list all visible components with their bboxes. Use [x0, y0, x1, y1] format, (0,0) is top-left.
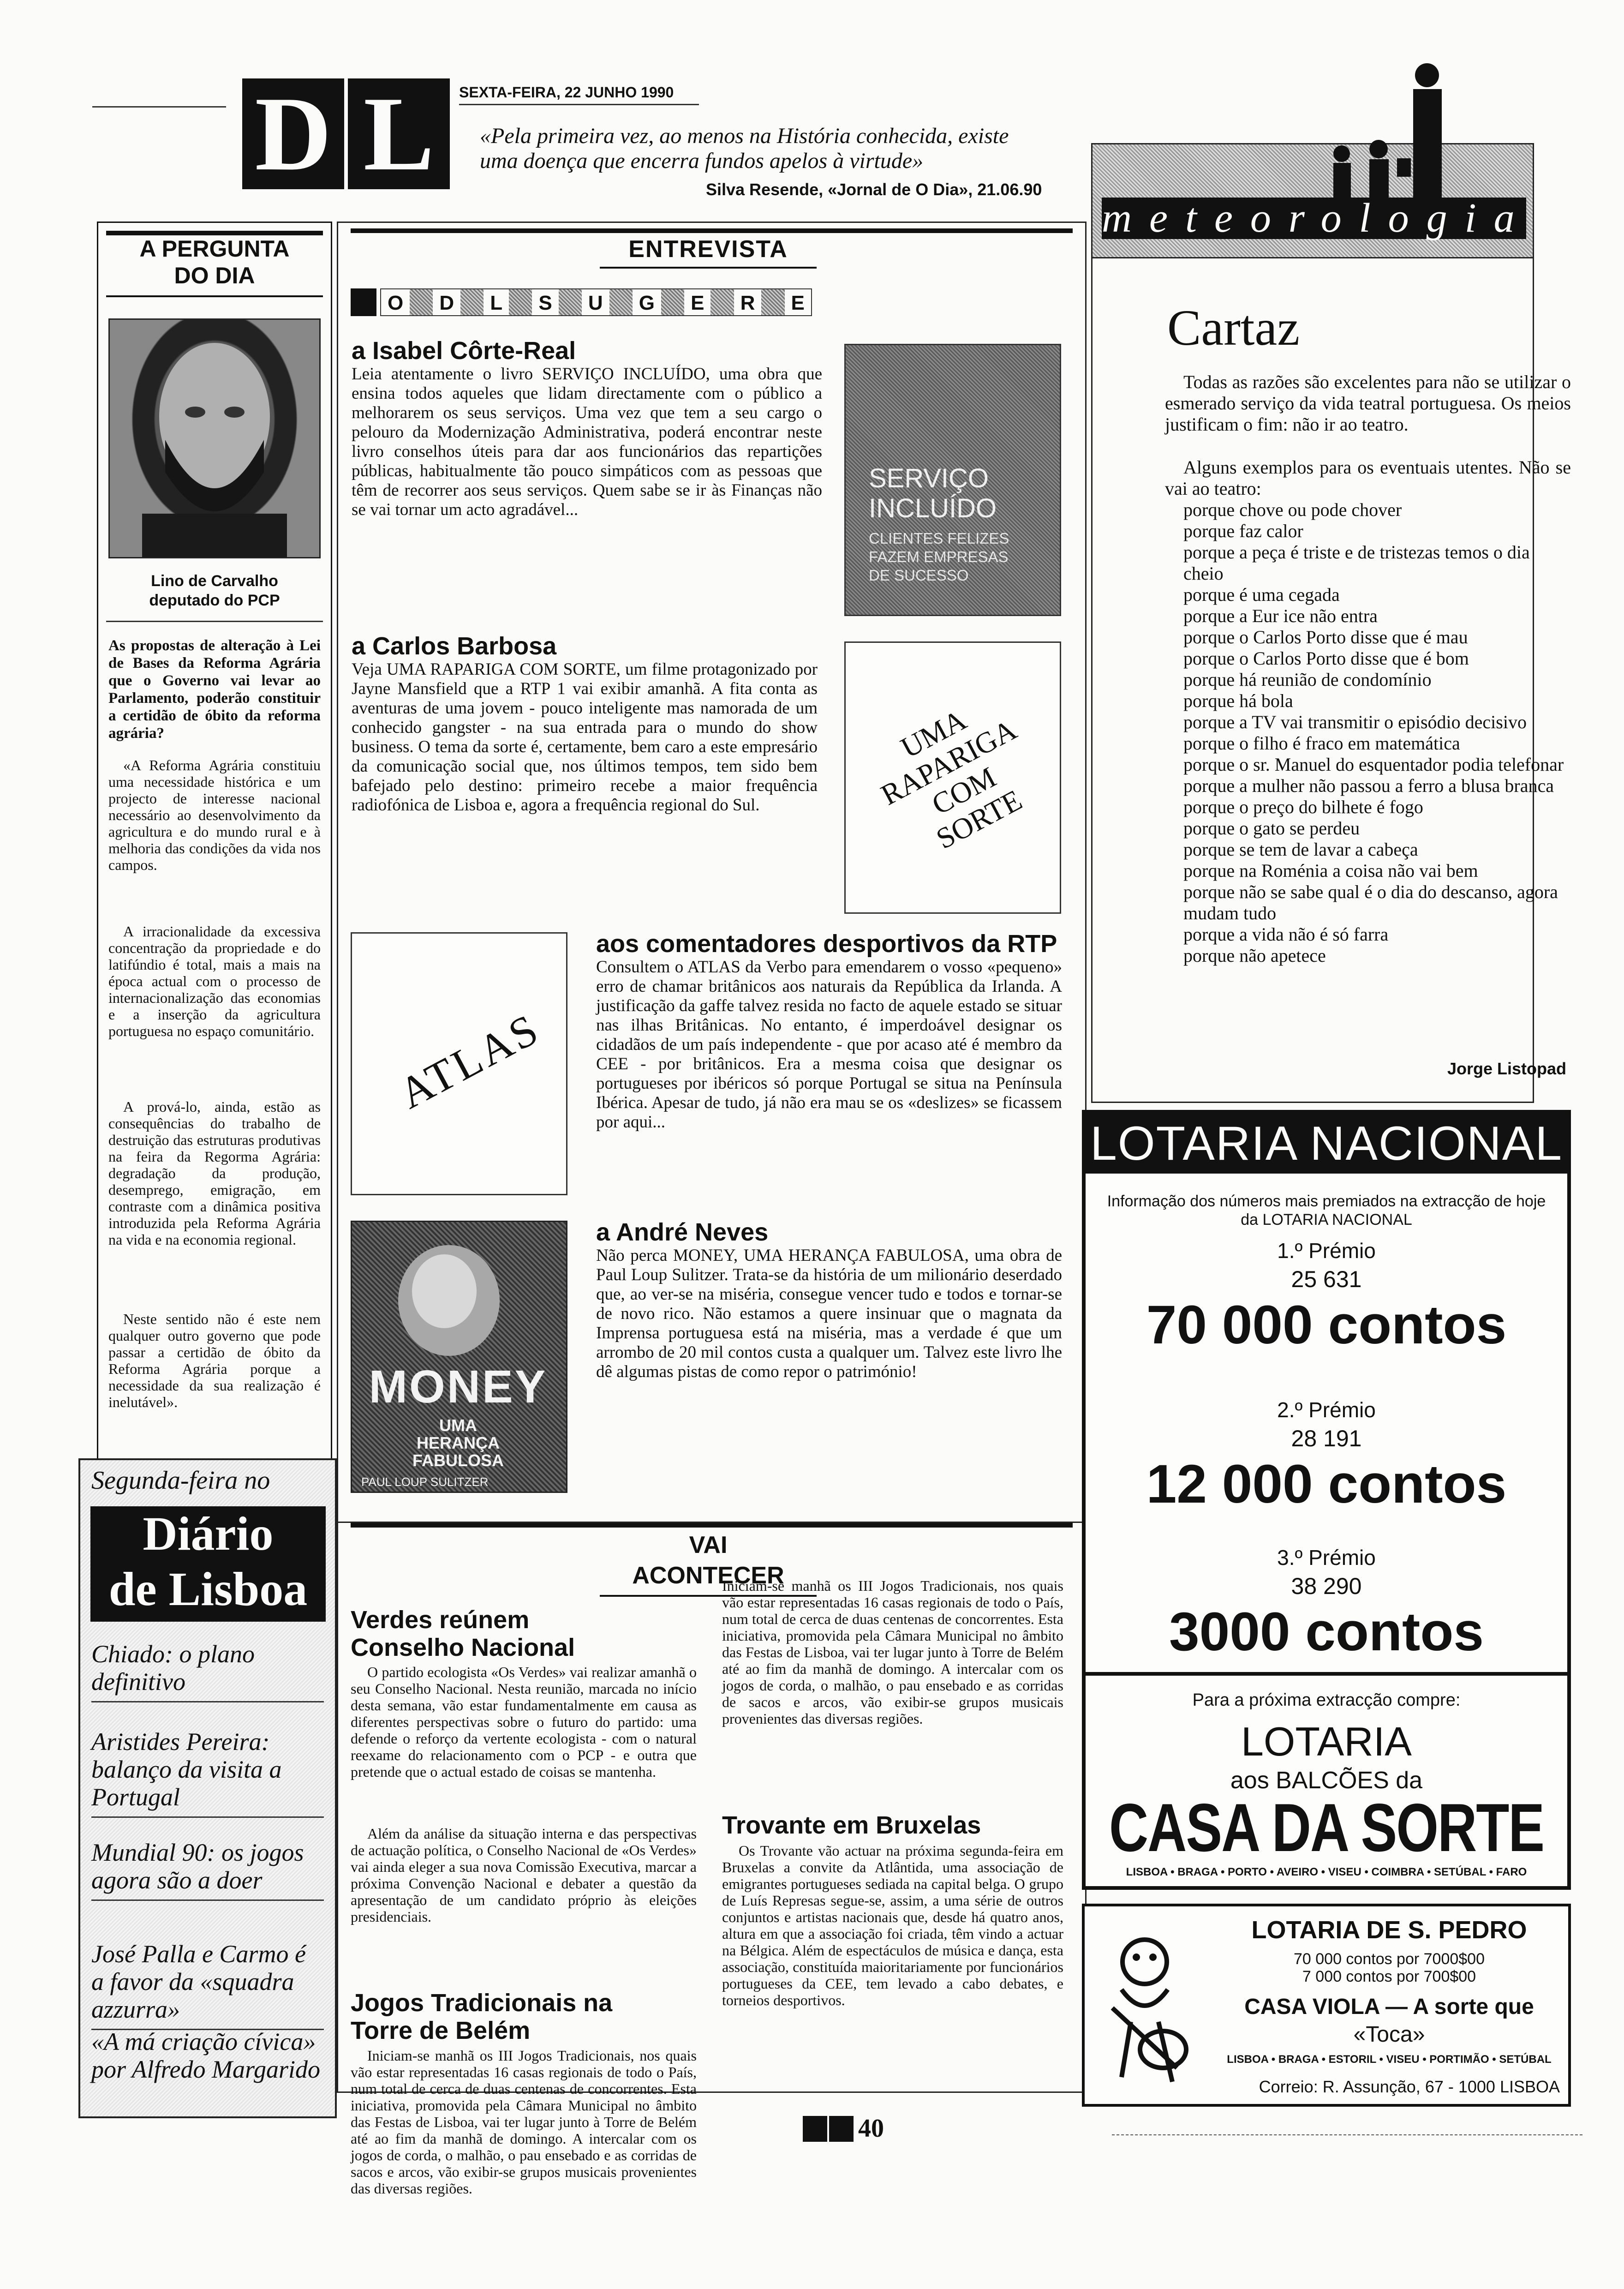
trovante-body: Os Trovante vão actuar na próxima segunda-feira em Bruxelas a convite da Atlântida, uma associação de emigrantes portugueses sediada na capital belga. O grupo de Luís Represas segue-se, assim, a uma série de outros conjuntos e artistas nacionais que, desde há quatro anos, altura em que a associação foi criada, têm vindo a actuar na Bélgica. Além de espectáculos de música e dança, esta associação, constituída maioritariamente por funcionários portugueses da CEE, tem levado a cabo debates, e torneios desportivos. [722, 1842, 1063, 2008]
vai-title-line1: VAI [689, 1532, 728, 1558]
masthead-logo [242, 75, 450, 192]
sao-pedro-line2: 7 000 contos por 700$00 [1302, 1968, 1476, 1985]
cartaz-reason: porque é uma cegada [1183, 584, 1340, 605]
pergunta-answer-p3: A prová-lo, ainda, estão as consequências do trabalho de destruição das estruturas produtivas na feira da Regorma Agrária: degradação da produção, desemprego, emigração, em contraste com a dinâmica positiva introduzida pela Reforma Agrária na vida e na economia regional. [108, 1098, 321, 1248]
pergunta-answer-p4: Neste sentido não é este nem qualquer outro governo que pode passar a certidão de óbito da Reforma Agrária porque a necessidade da sua realização é inelutável». [108, 1311, 321, 1410]
casa-viola-brand: CASA VIOLA — A sorte que [1244, 1995, 1534, 2019]
cartaz-intro2: Alguns exemplos para os eventuais utentes. Não se vai ao teatro: [1165, 457, 1571, 499]
atlas-book-cover [351, 932, 567, 1195]
casa-da-sorte: CASA DA SORTE [1109, 1790, 1544, 1866]
sugere-black-square [351, 288, 376, 316]
pergunta-answer-p1: «A Reforma Agrária constituiu uma necessidade histórica e um projecto de interesse nacional necessário ao desenvolvimento da agricultura e do mundo rural e à melhoria das condições da vida nos campos. [108, 757, 321, 873]
footer-logo [803, 2116, 854, 2142]
cartaz-author: Jorge Listopad [1447, 1059, 1566, 1078]
issue-date: SEXTA-FEIRA, 22 JUNHO 1990 [459, 84, 674, 101]
vai-title-line2: ACONTECER [632, 1562, 784, 1589]
masthead-date-rule [459, 104, 699, 105]
cartaz-reason: porque há bola [1183, 690, 1293, 711]
viola-player-illustration [1094, 1929, 1200, 2086]
segunda-item: Aristides Pereira: balanço da visita a Portugal [91, 1728, 324, 1818]
pergunta-top-rule [106, 231, 323, 235]
weather-banner [1091, 143, 1534, 258]
sao-pedro-cities: LISBOA • BRAGA • ESTORIL • VISEU • PORTIMÃO • SETÚBAL [1227, 2053, 1552, 2066]
jogos-body: Iniciam-se manhã os III Jogos Tradicionais, nos quais vão estar representadas 16 casas regionais de todo o País, num total de cerca de duas centenas de concorrentes. Esta iniciativa, promovida pela Câmara Municipal no âmbito das Festas de Lisboa, vai ter lugar junto à Torre de Belém até ao fim da manhã de domingo. A intercalar com os jogos de corda, o malhão, o pau ensebado e as corridas de sacos e arcos, vão exibir-se grupos musicais provenientes das diversas regiões. [351, 2047, 697, 2197]
page-number: 40 [858, 2114, 884, 2143]
logo-l-block: L [348, 78, 450, 189]
verdes-headline: Verdes reúnem Conselho Nacional [351, 1606, 575, 1661]
sao-pedro-address: Correio: R. Assunção, 67 - 1000 LISBOA [1259, 2077, 1560, 2096]
money-cover-sub3: FABULOSA [412, 1451, 504, 1470]
prize-3-number: 38 290 [1291, 1573, 1362, 1599]
pergunta-question: As propostas de alteração à Lei de Bases da Reforma Agrária que o Governo vai levar ao Parlamento, poderão constituir a certidão de óbito da reforma agrária? [108, 637, 321, 742]
cartaz-reason: porque a peça é triste e de tristezas temos o dia cheio [1183, 542, 1530, 584]
prize-3-label: 3.º Prémio [1277, 1546, 1376, 1570]
pergunta-title-line1: A PERGUNTA [139, 236, 290, 262]
money-book-cover [351, 1221, 567, 1493]
sugere-letter: E [785, 289, 811, 315]
cartaz-reason: porque o preço do bilhete é fogo [1183, 797, 1423, 817]
atlas-title: ATLAS [391, 1003, 548, 1118]
cover-title-line1: SERVIÇO [869, 463, 989, 493]
cartaz-reason: porque o filho é fraco em matemática [1183, 733, 1460, 754]
isabel-body: Leia atentamente o livro SERVIÇO INCLUÍDO, uma obra que ensina todos aqueles que lidam directamente com o público a melhorarem os seus serviços. Uma vez que tem a seu cargo o pelouro da Modernização Administrativa, poderá encontrar neste livro conselhos úteis para dar aos funcionários das repartições públicas, habitualmente tão pouco simpáticos com as pessoas que têm de recorrer aos seus serviços. Quem sabe se ir às Finanças não se vai tornar um acto agradável... [352, 365, 822, 519]
vai-top-rule [351, 1523, 1073, 1528]
cover-sub-line2: FAZEM EMPRESAS [869, 548, 1009, 565]
cartaz-reason: porque na Roménia a coisa não vai bem [1183, 860, 1478, 881]
cover-sub-line1: CLIENTES FELIZES [869, 530, 1009, 547]
interviewee-photo [108, 318, 321, 558]
sugere-letter: D [433, 289, 460, 315]
cartaz-intro: Todas as razões são excelentes para não se utilizar o esmerado serviço da vida teatral portuguesa. Os meios justificam o fim: não ir ao teatro. [1165, 372, 1571, 435]
footer-rule-right [1112, 2134, 1582, 2135]
footer-logo-l [829, 2116, 854, 2142]
sao-pedro-box [1082, 1904, 1571, 2107]
cartaz-reason: porque chove ou pode chover [1183, 499, 1402, 520]
money-cover-title: MONEY [369, 1361, 548, 1413]
sugere-letter-strip [380, 288, 812, 316]
comentadores-headline: aos comentadores desportivos da RTP [596, 930, 1057, 958]
diario-de-lisboa-logo [90, 1506, 326, 1622]
pergunta-title-line2: DO DIA [174, 263, 255, 288]
cartaz-reason: porque a Eur ice não entra [1183, 605, 1378, 626]
prize-2-amount: 12 000 contos [1146, 1454, 1507, 1515]
lotaria-word: LOTARIA [1241, 1719, 1412, 1764]
pergunta-answer-p2: A irracionalidade da excessiva concentração da propriedade e do latifúndio é total, mais a mais na época actual com o processo de internacionalização das economias e a inserção da agricultura portuguesa no espaço comunitário. [108, 923, 321, 1039]
isabel-headline: a Isabel Côrte-Real [352, 337, 576, 365]
interviewee-role: deputado do PCP [149, 592, 280, 609]
money-cover-sub2: HERANÇA [417, 1433, 500, 1452]
cartaz-reasons-list [1165, 499, 1571, 966]
poster-text: UMA RAPARIGA COM SORTE [875, 703, 1027, 856]
sugere-letter: G [633, 289, 661, 315]
segunda-item: «A má criação cívica» por Alfredo Margarido [91, 2028, 321, 2083]
sao-pedro-title: LOTARIA DE S. PEDRO [1251, 1916, 1527, 1944]
cartaz-reason: porque o gato se perdeu [1183, 818, 1360, 839]
carlos-body: Veja UMA RAPARIGA COM SORTE, um filme protagonizado por Jayne Mansfield que a RTP 1 vai exibir amanhã. A fita conta as aventuras de uma jovem - pouco inteligente mas namorada de um conhecido gangster - na sua entrada para o mundo do show business. O tema da sorte é, certamente, bem caro a este empresário da comunicação social que, nos últimos tempos, tem sido bem bafejado pelo destino: primeiro recebe a maior frequência radiofónica de Lisboa e, agora a frequência regional do Sul. [352, 660, 818, 815]
logo-d-block: D [242, 78, 344, 189]
jogos-body-continued [722, 1577, 1063, 1809]
masthead-rule-left [92, 106, 226, 108]
portrait-silhouette [110, 320, 319, 557]
casa-viola-toca: «Toca» [1353, 2022, 1425, 2047]
logo-diario: Diário [143, 1507, 274, 1560]
jogos-body-continuation-text: Iniciam-se manhã os III Jogos Tradicionais, nos quais vão estar representadas 16 casas regionais de todo o País, num total de cerca de duas centenas de concorrentes. Esta iniciativa, promovida pela Câmara Municipal no âmbito das Festas de Lisboa, vai ter lugar junto à Torre de Belém até ao fim da manhã de domingo. A intercalar com os jogos de corda, o malhão, o pau ensebado e as corridas de sacos e arcos, vão exibir-se grupos musicais provenientes das diversas regiões. [722, 1577, 1063, 1727]
interviewee-name: Lino de Carvalho [151, 572, 278, 590]
cartaz-reason: porque a mulher não passou a ferro a blusa branca [1183, 775, 1554, 796]
money-cover-author: PAUL LOUP SULITZER [361, 1475, 489, 1489]
sugere-letter: S [532, 289, 558, 315]
lotaria-info: Informação dos números mais premiados na extracção de hoje da LOTARIA NACIONAL [1107, 1192, 1546, 1228]
balcoes-text: aos BALCÕES da [1230, 1767, 1423, 1794]
sao-pedro-line1: 70 000 contos por 7000$00 [1293, 1950, 1485, 1968]
segunda-item: José Palla e Carmo é a favor da «squadra azzurra» [91, 1940, 324, 2030]
cartaz-reason: porque o sr. Manuel do esquentador podia telefonar [1183, 754, 1564, 775]
prize-3-amount: 3000 contos [1169, 1601, 1484, 1662]
money-cover-sub1: UMA [439, 1416, 477, 1435]
quote-source: Silva Resende, «Jornal de O Dia», 21.06.90 [706, 180, 1042, 199]
weather-banner-title: meteorologia [1102, 195, 1532, 241]
segunda-item: Mundial 90: os jogos agora são a doer [91, 1839, 324, 1901]
entrevista-top-rule [351, 228, 1073, 233]
uma-rapariga-poster [844, 641, 1061, 914]
prize-1-label: 1.º Prémio [1277, 1239, 1376, 1263]
entrevista-title-rule [600, 267, 817, 269]
prize-1-number: 25 631 [1291, 1266, 1362, 1292]
servico-incluido-book-cover [844, 344, 1061, 616]
pergunta-divider [106, 621, 323, 622]
andre-headline: a André Neves [596, 1218, 769, 1246]
casa-cities: LISBOA • BRAGA • PORTO • AVEIRO • VISEU • COIMBRA • SETÚBAL • FARO [1126, 1866, 1527, 1878]
lotaria-box [1082, 1110, 1571, 1890]
cartaz-reason: porque não apetece [1183, 945, 1326, 966]
sugere-letter: R [734, 289, 762, 315]
andre-body: Não perca MONEY, UMA HERANÇA FABULOSA, uma obra de Paul Loup Sulitzer. Trata-se da história de um milionário deserdado que, ao ver-se na miséria, consegue vencer tudo e todos e tornar-se de novo rico. Não estamos a quere insinuar que o magnata da Imprensa portuguesa está na miséria, mas a verdade é que um arrombo de 20 mil contos custa a qualquer um. Talvez este livro lhe dê algumas pistas de como repor o património! [596, 1246, 1062, 1381]
entrevista-title: ENTREVISTA [628, 236, 788, 263]
masthead-quote: «Pela primeira vez, ao menos na História conhecida, existe uma doença que encerra fundos apelos à virtude» [480, 124, 1009, 173]
cartaz-reason: porque a TV vai transmitir o episódio decisivo [1183, 712, 1527, 732]
segunda-intro: Segunda-feira no [91, 1466, 270, 1495]
sugere-letter: L [484, 289, 509, 315]
logo-de-lisboa: de Lisboa [108, 1563, 308, 1616]
cartaz-title: Cartaz [1167, 300, 1300, 356]
carlos-headline: a Carlos Barbosa [352, 632, 557, 660]
sugere-banner [351, 286, 812, 318]
verdes-body-p1: O partido ecologista «Os Verdes» vai realizar amanhã o seu Conselho Nacional. Nesta reunião, marcada no início desta semana, vão estar fundamentalmente em causa as diferentes perspectivas sobre o futuro do partido: uma defende o reforço da vertente ecologista - com o natural reexame do relacionamento com o PCP - e outra que pretende que o actual estado de coisas se mantenha. [351, 1664, 697, 1780]
lotaria-title: LOTARIA NACIONAL [1086, 1114, 1567, 1174]
sugere-letter: U [582, 289, 609, 315]
verdes-body-p2: Além da análise da situação interna e das perspectivas de actuação política, o Conselho Nacional de «Os Verdes» vai ainda eleger a sua nova Comissão Executiva, marcar a próxima Convenção Nacional e debater a questão da apresentação de um candidato próprio às eleições presidenciais. [351, 1825, 697, 1925]
cartaz-reason: porque o Carlos Porto disse que é mau [1183, 627, 1468, 647]
money-cover-portrait [352, 1222, 566, 1360]
sugere-letter: E [684, 289, 710, 315]
cartaz-reason: porque o Carlos Porto disse que é bom [1183, 648, 1469, 669]
cartaz-reason: porque se tem de lavar a cabeça [1183, 839, 1418, 860]
prize-1-amount: 70 000 contos [1146, 1294, 1507, 1355]
cartaz-reason: porque faz calor [1183, 521, 1303, 541]
pergunta-title-rule [106, 295, 323, 297]
cartaz-reason: porque há reunião de condomínio [1183, 669, 1432, 690]
cover-title-line2: INCLUÍDO [869, 493, 997, 523]
sugere-letter: O [381, 289, 410, 315]
lotaria-next-text: Para a próxima extracção compre: [1192, 1690, 1461, 1710]
segunda-box [78, 1458, 337, 2118]
cover-sub-line3: DE SUCESSO [869, 567, 969, 584]
segunda-item: Chiado: o plano definitivo [91, 1640, 324, 1702]
trovante-headline: Trovante em Bruxelas [722, 1811, 981, 1839]
cartaz-reason: porque não se sabe qual é o dia do descanso, agora mudam tudo [1183, 881, 1558, 923]
jogos-headline: Jogos Tradicionais na Torre de Belém [351, 1989, 613, 2044]
prize-2-number: 28 191 [1291, 1426, 1362, 1451]
lotaria-divider [1086, 1672, 1567, 1676]
comentadores-body: Consultem o ATLAS da Verbo para emendarem o vosso «pequeno» erro de chamar britânicos aos naturais da República da Irlanda. A justificação da gaffe talvez resida no facto de aquele estado se situar nas ilhas Britânicas. No entanto, é imperdoável designar os cidadãos de um país independente - que por acaso até é membro da CEE - por britânicos. Era a mesma coisa que designar os portugueses por ibéricos só porque Portugal se situa na Península Ibérica. Apesar de tudo, já não era mau se os «deslizes» se ficassem por aqui... [596, 958, 1062, 1132]
footer-logo-d [803, 2116, 827, 2142]
prize-2-label: 2.º Prémio [1277, 1398, 1376, 1422]
cartaz-reason: porque a vida não é só farra [1183, 924, 1389, 945]
